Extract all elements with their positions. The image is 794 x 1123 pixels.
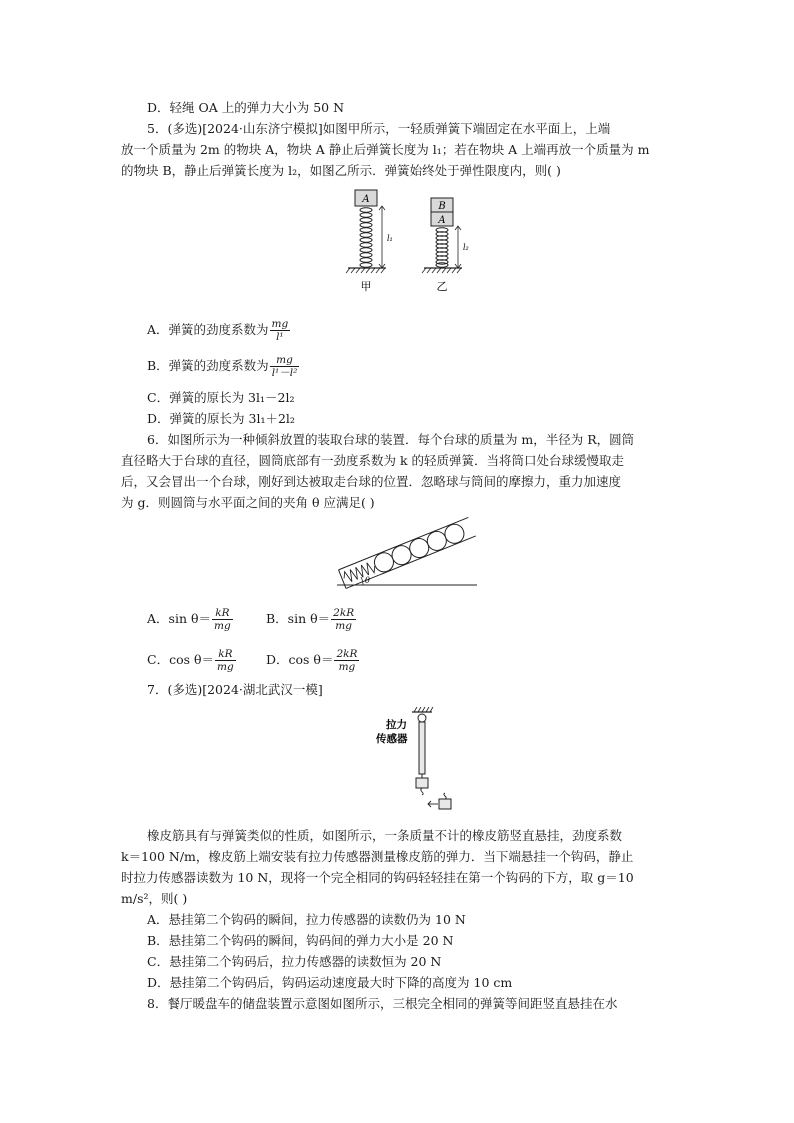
q5-option-b <box>147 353 300 379</box>
q6d-num: 2kR <box>336 648 358 660</box>
q7-line-2: k＝100 N/m，橡皮筋上端安装有拉力传感器测量橡皮筋的弹力．当下端悬挂一个钩码，静止 <box>121 849 634 864</box>
q5-option-a-text: A．弹簧的劲度系数为 <box>147 322 269 337</box>
q5a-den: l¹ <box>276 331 284 343</box>
label-l1: l₁ <box>387 234 393 243</box>
sensor-figure <box>368 706 468 816</box>
q6c-num: kR <box>215 648 236 661</box>
ground-hatch-jia <box>346 268 385 273</box>
rubber-band <box>419 722 425 774</box>
q7-line-4: m/s²，则( ) <box>121 891 188 906</box>
q7-option-d: D．悬挂第二个钩码后，钩码运动速度最大时下降的高度为 10 cm <box>147 975 513 990</box>
q6-option-b-text: B．sin θ＝ <box>266 611 331 626</box>
q6a-den: mg <box>214 620 231 632</box>
label-a-yi: A <box>438 215 446 226</box>
ceiling-hatch <box>414 707 433 712</box>
label-yi: 乙 <box>436 280 448 293</box>
q6-option-d <box>266 647 360 673</box>
q5-option-b-text: B．弹簧的劲度系数为 <box>147 358 269 373</box>
q6b-num: 2kR <box>333 607 355 619</box>
hook-weight-1 <box>416 778 428 788</box>
q6-option-b <box>266 606 357 632</box>
q6-option-a <box>147 606 234 632</box>
q7-option-c: C．悬挂第二个钩码后，拉力传感器的读数恒为 20 N <box>147 954 442 969</box>
q6-line-1: 6．如图所示为一种倾斜放置的装取台球的装置．每个台球的质量为 m，半径为 R，圆筒 <box>147 432 635 447</box>
q6-line-2: 直径略大于台球的直径，圆筒底部有一劲度系数为 k 的轻质弹簧．当将筒口处台球缓慢取走 <box>121 453 625 468</box>
q6-option-c <box>147 647 237 673</box>
q5-option-c: C．弹簧的原长为 3l₁－2l₂ <box>147 390 295 405</box>
sensor-ring <box>418 714 426 722</box>
label-theta: θ <box>365 576 370 585</box>
q6-option-a-text: A．sin θ＝ <box>147 611 211 626</box>
q5-line-3: 的物块 B，静止后弹簧长度为 l₂，如图乙所示．弹簧始终处于弹性限度内，则( ) <box>121 163 561 178</box>
spring-yi <box>436 228 448 267</box>
q6-option-a-fraction <box>212 607 233 632</box>
label-jia: 甲 <box>360 280 372 293</box>
q5-option-a-fraction <box>270 318 291 343</box>
q7-option-b: B．悬挂第二个钩码的瞬间，钩码间的弹力大小是 20 N <box>147 933 454 948</box>
label-sensor-1: 拉力 <box>386 719 407 731</box>
q6-option-c-fraction <box>215 648 236 673</box>
spring-jia <box>360 208 372 267</box>
option-d-q4: D．轻绳 OA 上的弹力大小为 50 N <box>147 100 345 115</box>
q6-line-4: 为 g．则圆筒与水平面之间的夹角 θ 应满足( ) <box>121 495 375 510</box>
q5-line-1: 5．(多选)[2024·山东济宁模拟]如图甲所示，一轻质弹簧下端固定在水平面上，上端 <box>147 121 611 136</box>
q5b-num: mg <box>270 354 300 367</box>
label-a-jia: A <box>362 194 370 205</box>
q6-option-c-text: C．cos θ＝ <box>147 652 215 667</box>
q7-line-3: 时拉力传感器读数为 10 N，现将一个完全相同的钩码轻轻挂在第一个钩码的下方，取 g＝10 <box>121 870 634 885</box>
label-l2: l₂ <box>463 243 469 252</box>
q5a-num: mg <box>271 318 289 330</box>
q6d-den: mg <box>338 661 356 673</box>
q7-option-a: A．悬挂第二个钩码的瞬间，拉力传感器的读数仍为 10 N <box>147 912 466 927</box>
q6-option-d-text: D．cos θ＝ <box>266 652 334 667</box>
q6-option-b-fraction <box>331 607 356 632</box>
q6-line-3: 后，又会冒出一个台球，刚好到达被取走台球的位置．忽略球与筒间的摩擦力，重力加速度 <box>121 474 622 489</box>
hook-weight-2 <box>439 799 451 809</box>
q6c-den: mg <box>217 661 234 673</box>
q6b-den: mg <box>335 620 352 632</box>
q7-header: 7．(多选)[2024·湖北武汉一模] <box>147 682 323 697</box>
q5b-den: l¹－l² <box>271 367 298 379</box>
ground-hatch-yi <box>422 268 461 273</box>
inclined-tube-figure <box>335 515 480 590</box>
label-b-yi: B <box>438 201 446 212</box>
q5-option-a <box>147 317 291 343</box>
spring-figure <box>340 188 500 298</box>
q6-option-d-fraction <box>334 648 359 673</box>
q5-line-2: 放一个质量为 2m 的物块 A，物块 A 静止后弹簧长度为 l₁；若在物块 A 上端再放一个质量为 m <box>121 142 650 157</box>
q5-option-d: D．弹簧的原长为 3l₁＋2l₂ <box>147 411 295 426</box>
q8-line-1: 8．餐厅暖盘车的储盘装置示意图如图所示，三根完全相同的弹簧等间距竖直悬挂在水 <box>147 996 618 1011</box>
q6a-num: kR <box>212 607 233 620</box>
q5-option-b-fraction <box>270 354 300 379</box>
label-sensor-2: 传感器 <box>376 733 408 745</box>
tube-spring <box>342 560 377 583</box>
q7-line-1: 橡皮筋具有与弹簧类似的性质，如图所示，一条质量不计的橡皮筋竖直悬挂，劲度系数 <box>147 828 623 843</box>
